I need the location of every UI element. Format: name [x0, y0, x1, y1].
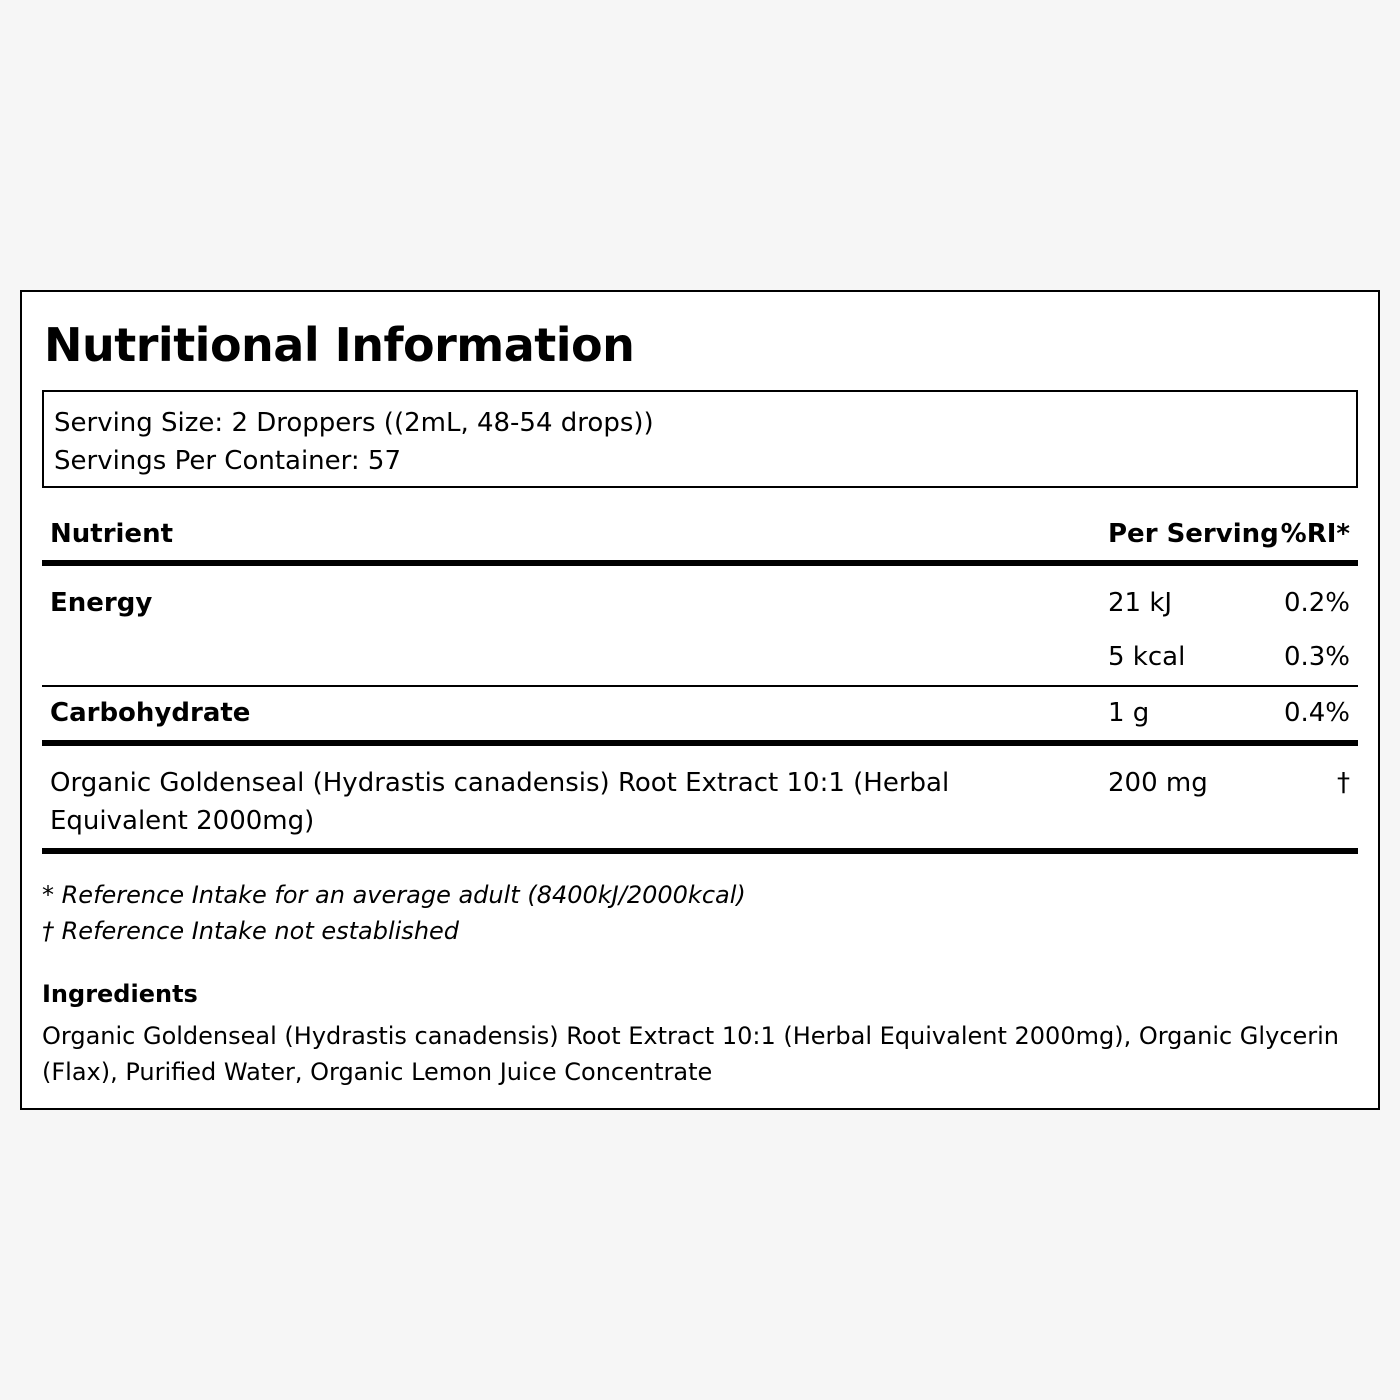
panel-title: Nutritional Information: [44, 318, 635, 372]
serving-info-box: [42, 390, 1358, 488]
footnote-not-established: † Reference Intake not established: [42, 917, 460, 945]
footnote-reference-intake: * Reference Intake for an average adult (8400kJ/2000kcal): [42, 881, 746, 909]
servings-per-container: Servings Per Container: 57: [54, 446, 402, 476]
amount-energy-kcal: 5 kcal: [1108, 642, 1186, 672]
ri-energy-kj: 0.2%: [1283, 588, 1350, 618]
amount-energy-kj: 21 kJ: [1108, 588, 1173, 618]
header-per-serving: Per Serving: [1108, 519, 1279, 549]
nutrient-name-energy: Energy: [50, 588, 153, 618]
header-ri: %RI*: [1280, 519, 1350, 549]
ingredients-title: Ingredients: [42, 980, 198, 1008]
amount-carbohydrate: 1 g: [1108, 698, 1150, 728]
amount-goldenseal: 200 mg: [1108, 768, 1208, 798]
header-nutrient: Nutrient: [50, 519, 174, 549]
nutrient-name-carbohydrate: Carbohydrate: [50, 698, 251, 728]
section-divider: [42, 740, 1358, 746]
nutrition-panel: [20, 290, 1380, 1110]
nutrient-name-goldenseal: Organic Goldenseal (Hydrastis canadensis) Root Extract 10:1 (Herbal Equivalent 2000mg): [50, 768, 950, 836]
table-bottom-divider: [42, 848, 1358, 854]
ri-energy-kcal: 0.3%: [1283, 642, 1350, 672]
row-divider: [42, 685, 1358, 687]
ingredients-text: Organic Goldenseal (Hydrastis canadensis) Root Extract 10:1 (Herbal Equivalent 2000mg), Organic Glycerin (Flax), Purified Water, Organic Lemon Juice Concentrate: [42, 1022, 1339, 1086]
ri-goldenseal: †: [1337, 768, 1350, 798]
ri-carbohydrate: 0.4%: [1283, 698, 1350, 728]
header-divider: [42, 560, 1358, 566]
serving-size: Serving Size: 2 Droppers ((2mL, 48-54 drops)): [54, 408, 654, 438]
